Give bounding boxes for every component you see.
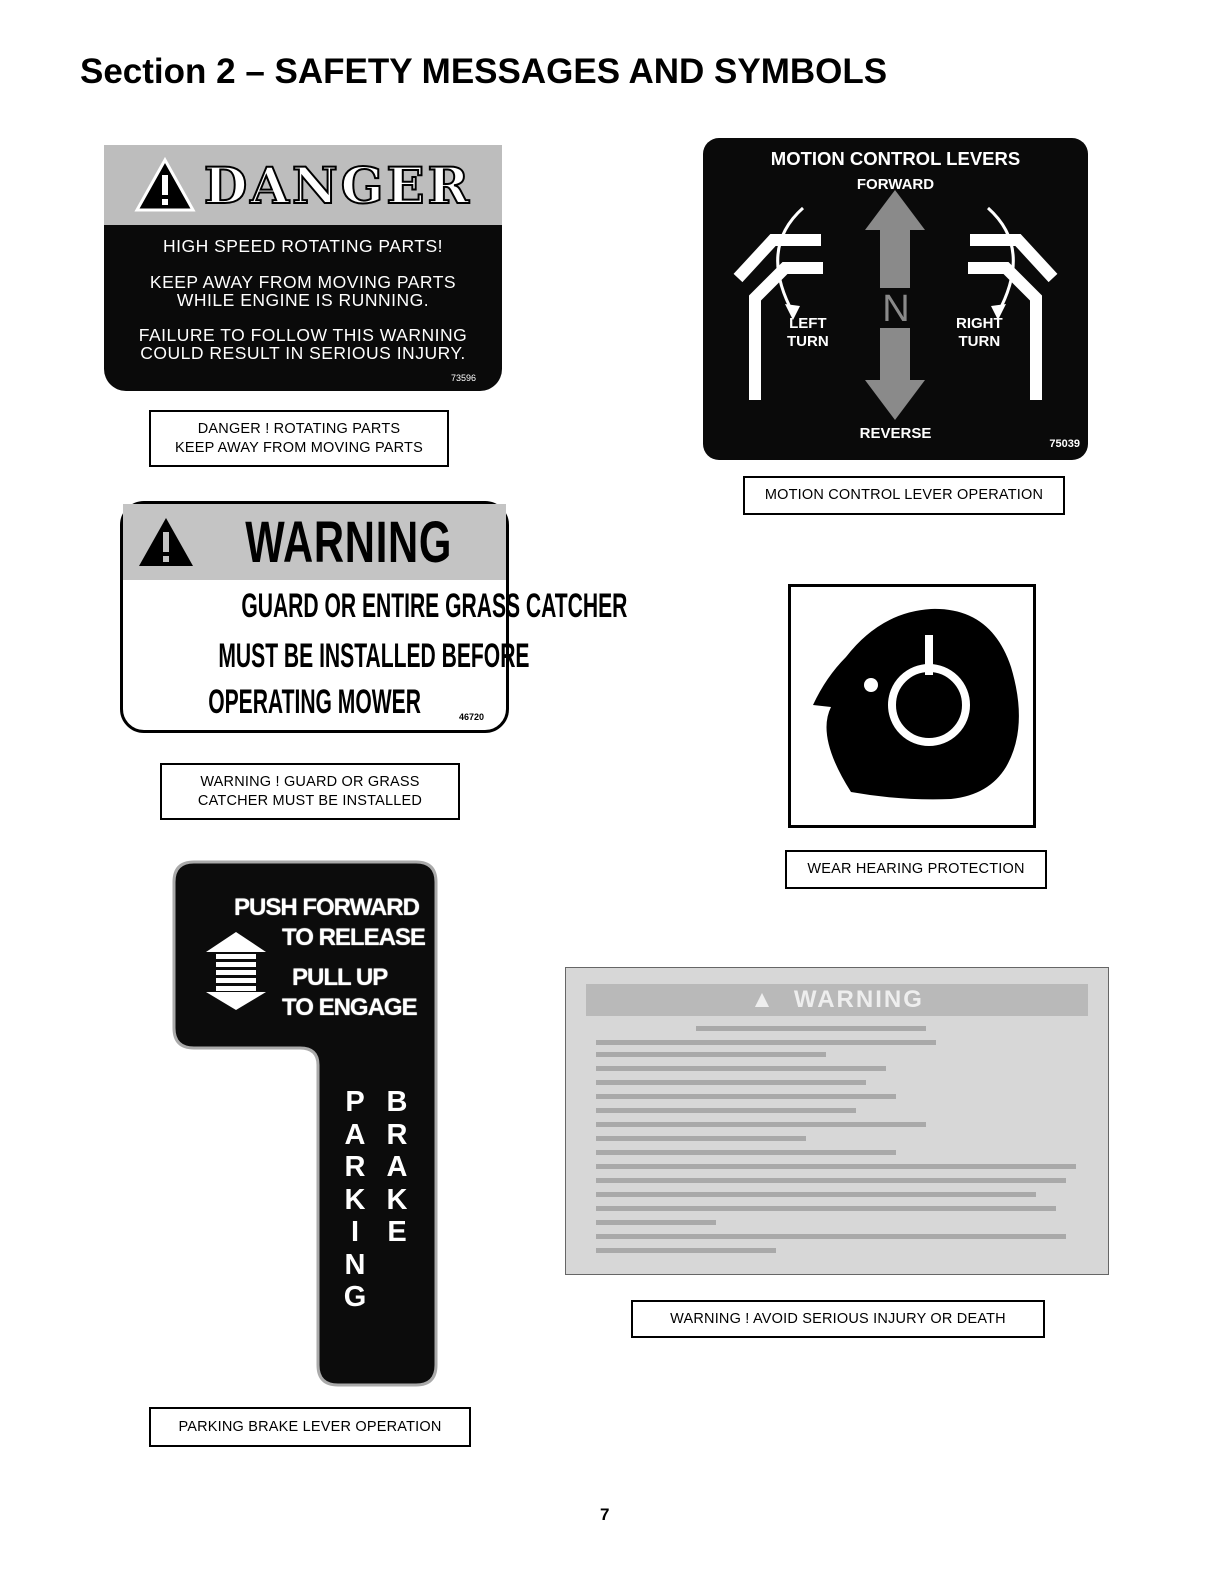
parking-letter: A xyxy=(344,1118,366,1151)
left-turn-line: LEFT xyxy=(789,315,827,332)
brake-letter: R xyxy=(386,1118,408,1151)
warning-line xyxy=(123,587,628,625)
danger-header-text: DANGER xyxy=(203,155,473,215)
page-title: Section 2 – SAFETY MESSAGES AND SYMBOLS xyxy=(80,52,888,91)
forward-arrow-icon xyxy=(865,190,925,288)
danger-line: COULD RESULT IN SERIOUS INJURY. xyxy=(140,343,466,363)
parking-line: PUSH FORWARD xyxy=(234,894,419,921)
right-turn-line: RIGHT xyxy=(956,315,1003,332)
parking-letter: G xyxy=(343,1281,367,1313)
warning-triangle-icon: ▲ xyxy=(750,986,776,1013)
big-warning-header xyxy=(586,984,1088,1016)
warning-line xyxy=(123,684,506,720)
parking-letter: K xyxy=(344,1183,366,1216)
brake-letter: E xyxy=(387,1216,407,1248)
caption-line: DANGER ! ROTATING PARTS xyxy=(197,420,401,437)
danger-caption xyxy=(149,410,449,467)
forward-label: FORWARD xyxy=(856,176,935,193)
hearing-protection-symbol xyxy=(788,584,1036,828)
operator-warning-decal xyxy=(565,967,1109,1275)
warning-decal xyxy=(120,501,628,733)
neutral-label: N xyxy=(882,288,910,330)
warning-line-text: GUARD OR ENTIRE GRASS CATCHER xyxy=(241,587,628,625)
left-turn-line: TURN xyxy=(787,333,829,350)
warning-triangle-icon xyxy=(134,157,196,213)
hearing-caption: WEAR HEARING PROTECTION xyxy=(785,850,1047,889)
page-number: 7 xyxy=(600,1505,610,1524)
brake-vertical-word xyxy=(384,1086,410,1249)
danger-header xyxy=(104,145,502,225)
danger-line: WHILE ENGINE IS RUNNING. xyxy=(176,290,430,310)
warning-line-text: MUST BE INSTALLED BEFORE xyxy=(218,637,530,675)
big-warning-header-text: WARNING xyxy=(793,986,924,1013)
warning-caption xyxy=(160,763,460,820)
up-down-arrow-icon xyxy=(204,930,268,1014)
motion-control-decal xyxy=(703,138,1088,460)
danger-decal xyxy=(104,145,502,391)
caption-line: WARNING ! GUARD OR GRASS xyxy=(200,773,420,790)
parking-vertical-word xyxy=(342,1086,368,1314)
warning-header-text: WARNING xyxy=(245,509,452,575)
reverse-arrow-icon xyxy=(865,328,925,420)
motion-caption: MOTION CONTROL LEVER OPERATION xyxy=(743,476,1065,515)
warning-header xyxy=(123,504,506,580)
warning-line-text: OPERATING MOWER xyxy=(208,683,421,721)
parking-letter: N xyxy=(344,1248,366,1281)
parking-line: TO ENGAGE xyxy=(282,994,417,1021)
right-turn-line: TURN xyxy=(958,333,1001,350)
danger-line: FAILURE TO FOLLOW THIS WARNING xyxy=(138,325,468,345)
brake-letter: K xyxy=(386,1183,408,1216)
hearing-protection-icon xyxy=(791,587,1033,825)
parking-brake-decal xyxy=(172,860,438,1387)
caption-line: CATCHER MUST BE INSTALLED xyxy=(197,792,423,809)
parking-letter: P xyxy=(345,1086,365,1118)
parking-caption: PARKING BRAKE LEVER OPERATION xyxy=(149,1407,471,1447)
warning-triangle-icon xyxy=(137,516,195,568)
warning-part-number: 46720 xyxy=(458,712,484,722)
brake-letter: A xyxy=(386,1151,408,1183)
caption-line: KEEP AWAY FROM MOVING PARTS xyxy=(175,439,423,456)
parking-letter: R xyxy=(344,1151,366,1183)
reverse-label: REVERSE xyxy=(859,425,932,442)
danger-part-number: 73596 xyxy=(450,373,476,383)
parking-line: PULL UP xyxy=(292,964,388,991)
right-turn-label xyxy=(956,315,1003,351)
danger-line: KEEP AWAY FROM MOVING PARTS xyxy=(149,272,457,292)
left-turn-label xyxy=(787,315,829,351)
parking-letter: I xyxy=(350,1216,360,1248)
danger-line: HIGH SPEED ROTATING PARTS! xyxy=(162,236,444,256)
parking-line: TO RELEASE xyxy=(282,924,425,951)
motion-title: MOTION CONTROL LEVERS xyxy=(770,148,1021,169)
big-warning-caption: WARNING ! AVOID SERIOUS INJURY OR DEATH xyxy=(631,1300,1045,1338)
brake-letter: B xyxy=(386,1086,408,1118)
motion-part-number: 75039 xyxy=(1049,438,1080,450)
warning-line xyxy=(123,637,530,675)
